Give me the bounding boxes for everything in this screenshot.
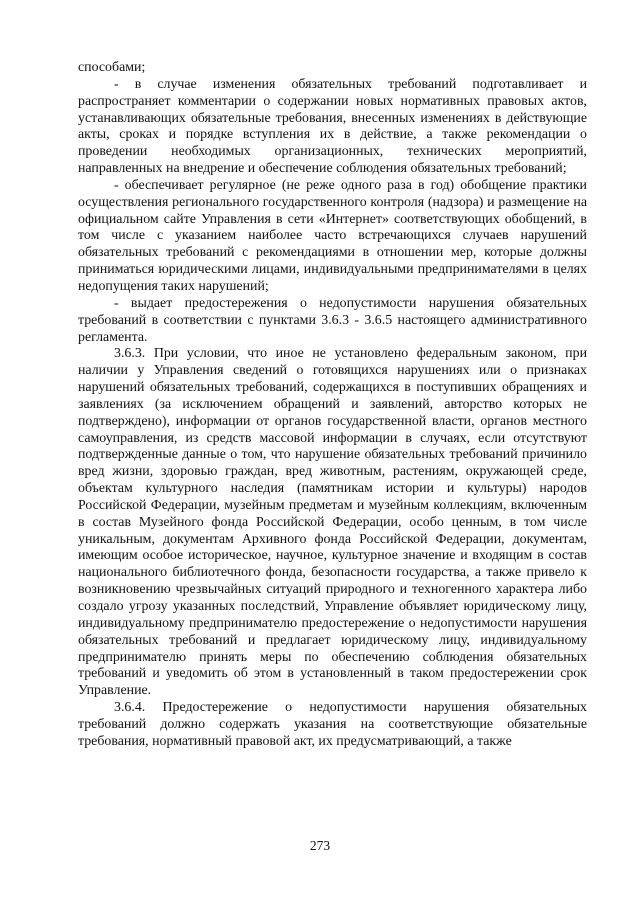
paragraph-issues-warnings: - выдает предостережения о недопустимости нарушения обязательных требований в соответствии с пунктами 3.6.3 - 3.6.5 настоящего административного регламента. [78, 295, 587, 345]
paragraph-3-6-3: 3.6.3. При условии, что иное не установлено федеральным законом, при наличии у Управления сведений о готовящихся нарушениях или о признаках нарушений обязательных требований, содержащихся в поступивших обращениях и заявлениях (за исключением обращений и заявлений, авторство которых не подтверждено), информации от органов государственной власти, органов местного самоуправления, из средств массовой информации в случаях, если отсутствуют подтвержденные данные о том, что нарушение обязательных требований причинило вред жизни, здоровью граждан, вред животным, растениям, окружающей среде, объектам культурного наследия (памятникам истории и культуры) народов Российской Федерации, музейным предметам и музейным коллекциям, включенным в состав Музейного фонда Российской Федерации, особо ценным, в том числе уникальным, документам Архивного фонда Российской Федерации, документам, имеющим особое историческое, научное, культурное значение и входящим в состав национального библиотечного фонда, безопасности государства, а также привело к возникновению чрезвычайных ситуаций природного и техногенного характера либо создало угрозу указанных последствий, Управление объявляет юридическому лицу, индивидуальному предпринимателю предостережение о недопустимости нарушения обязательных требований и предлагает юридическому лицу, индивидуальному предпринимателю принять меры по обеспечению соблюдения обязательных требований и уведомить об этом в установленный в таком предостережении срок Управление. [78, 346, 587, 699]
paragraph-practice-generalization: - обеспечивает регулярное (не реже одного раза в год) обобщение практики осуществления регионального государственного контроля (надзора) и размещение на официальном сайте Управления в сети «Интернет» соответствующих обобщений, в том числе с указанием наиболее часто встречающихся случаев нарушений обязательных требований с рекомендациями в отношении мер, которые должны приниматься юридическими лицами, индивидуальными предпринимателями в целях недопущения таких нарушений; [78, 177, 587, 294]
page-number: 273 [309, 838, 331, 853]
paragraph-comments-on-changes: - в случае изменения обязательных требований подготавливает и распространяет комментарии о содержании новых нормативных правовых актов, устанавливающих обязательные требования, внесенных изменениях в действующие акты, сроках и порядке вступления их в действие, а также рекомендации о проведении необходимых организационных, технических мероприятий, направленных на внедрение и обеспечение соблюдения обязательных требований; [78, 76, 587, 177]
paragraph-3-6-4: 3.6.4. Предостережение о недопустимости нарушения обязательных требований должно содержать указания на соответствующие обязательные требования, нормативный правовой акт, их предусматривающий, а также [78, 700, 587, 749]
paragraph-continuation: способами; [78, 60, 146, 75]
document-body [78, 60, 587, 751]
